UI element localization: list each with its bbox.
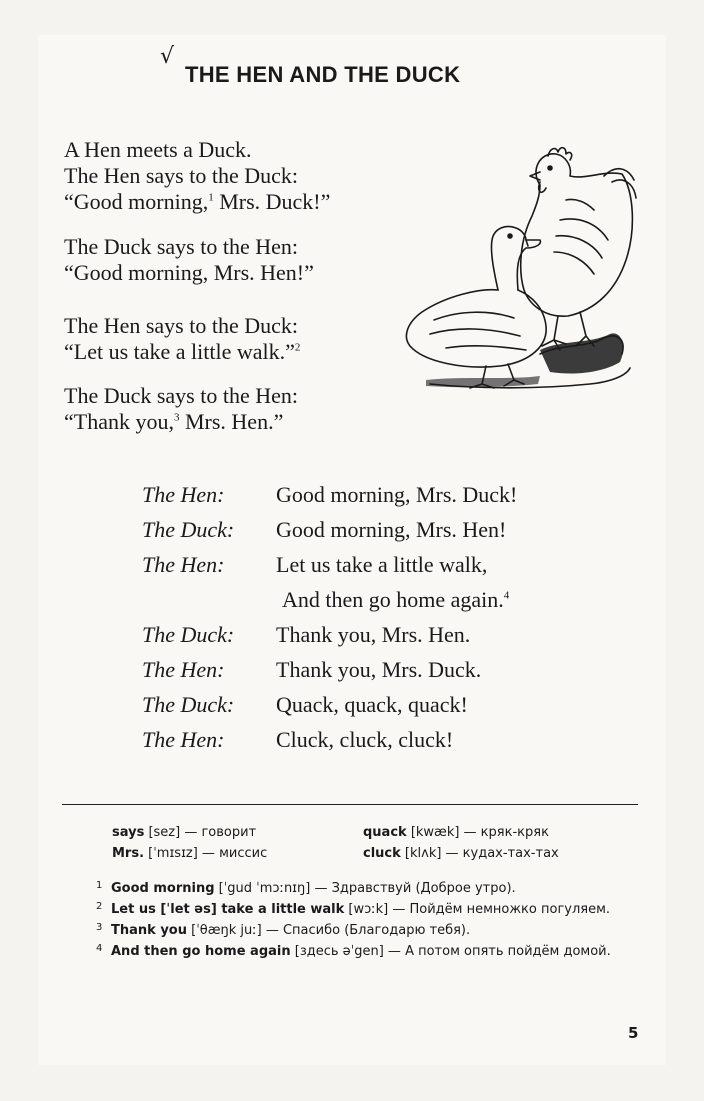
stanza-1	[64, 137, 330, 215]
footnote: 1 Good morning [ˈgud ˈmɔːnɪŋ] — Здравствуй (Доброе утро).	[96, 878, 641, 899]
footnote: 2 Let us [ˈlet əs] take a little walk [wɔːk] — Пойдём немножко погуляем.	[96, 899, 641, 920]
page-title: THE HEN AND THE DUCK	[185, 62, 461, 87]
story-line: The Hen says to the Duck:	[64, 313, 298, 338]
footnotes	[96, 878, 641, 962]
footnote-number: 3	[96, 922, 103, 933]
story-line: “Good morning,$^1$ Mrs. Duck!”	[64, 189, 331, 214]
stanza-2	[64, 234, 314, 286]
speaker-label: The Duck:	[142, 692, 235, 717]
vocab-entry: cluck [klʌk] — кудах-тах-тах	[363, 846, 559, 861]
dialogue-line: Thank you, Mrs. Duck.	[276, 657, 482, 682]
story-line: The Duck says to the Hen:	[64, 234, 298, 259]
footnote-number: 4	[96, 943, 103, 954]
speaker-label: The Duck:	[142, 517, 235, 542]
dialogue-line: Let us take a little walk,	[276, 552, 488, 577]
story-line: A Hen meets a Duck.	[64, 137, 252, 162]
vocabulary-left	[112, 822, 267, 864]
story-line: “Thank you,$^3$ Mrs. Hen.”	[64, 409, 284, 434]
footnote: 4 And then go home again [здесь əˈgen] — А потом опять пойдём домой.	[96, 941, 641, 962]
page-number: 5	[628, 1024, 639, 1042]
footnote: 3 Thank you [ˈθæŋk juː] — Спасибо (Благодарю тебя).	[96, 920, 641, 941]
story-line: “Good morning, Mrs. Hen!”	[64, 260, 314, 285]
speaker-label: The Hen:	[142, 727, 225, 752]
check-mark: √	[160, 44, 175, 69]
speaker-label: The Duck:	[142, 622, 235, 647]
footnote-ref: 3	[173, 411, 180, 424]
stanza-4	[64, 383, 298, 435]
speaker-label: The Hen:	[142, 552, 225, 577]
speaker-label: The Hen:	[142, 482, 225, 507]
dialogue-line: Thank you, Mrs. Hen.	[276, 622, 471, 647]
story-line: The Hen says to the Duck:	[64, 163, 298, 188]
vocabulary-right	[363, 822, 559, 864]
dialogue-line: Good morning, Mrs. Hen!	[276, 517, 507, 542]
story-line: “Let us take a little walk.”$^2$	[64, 339, 301, 364]
dialogue-line: Good morning, Mrs. Duck!	[276, 482, 518, 507]
dialogue-line: And then go home again.$^4$	[282, 587, 510, 612]
vocab-entry: quack [kwæk] — кряк-кряк	[363, 825, 549, 840]
story-line: The Duck says to the Hen:	[64, 383, 298, 408]
footnote-number: 1	[96, 880, 103, 891]
hen-and-duck-illustration	[390, 140, 646, 396]
footnote-ref: 1	[208, 191, 214, 204]
stanza-3	[64, 313, 300, 365]
speaker-label: The Hen:	[142, 657, 225, 682]
footnote-divider	[62, 804, 638, 805]
footnote-ref: 4	[503, 589, 510, 602]
dialogue-line: Cluck, cluck, cluck!	[276, 727, 454, 752]
vocab-entry: says [sez] — говорит	[112, 825, 257, 840]
dialogue-line: Quack, quack, quack!	[276, 692, 468, 717]
footnote-ref: 2	[294, 341, 301, 354]
vocab-entry: Mrs. [ˈmɪsɪz] — миссис	[112, 846, 268, 861]
footnote-number: 2	[96, 901, 103, 912]
